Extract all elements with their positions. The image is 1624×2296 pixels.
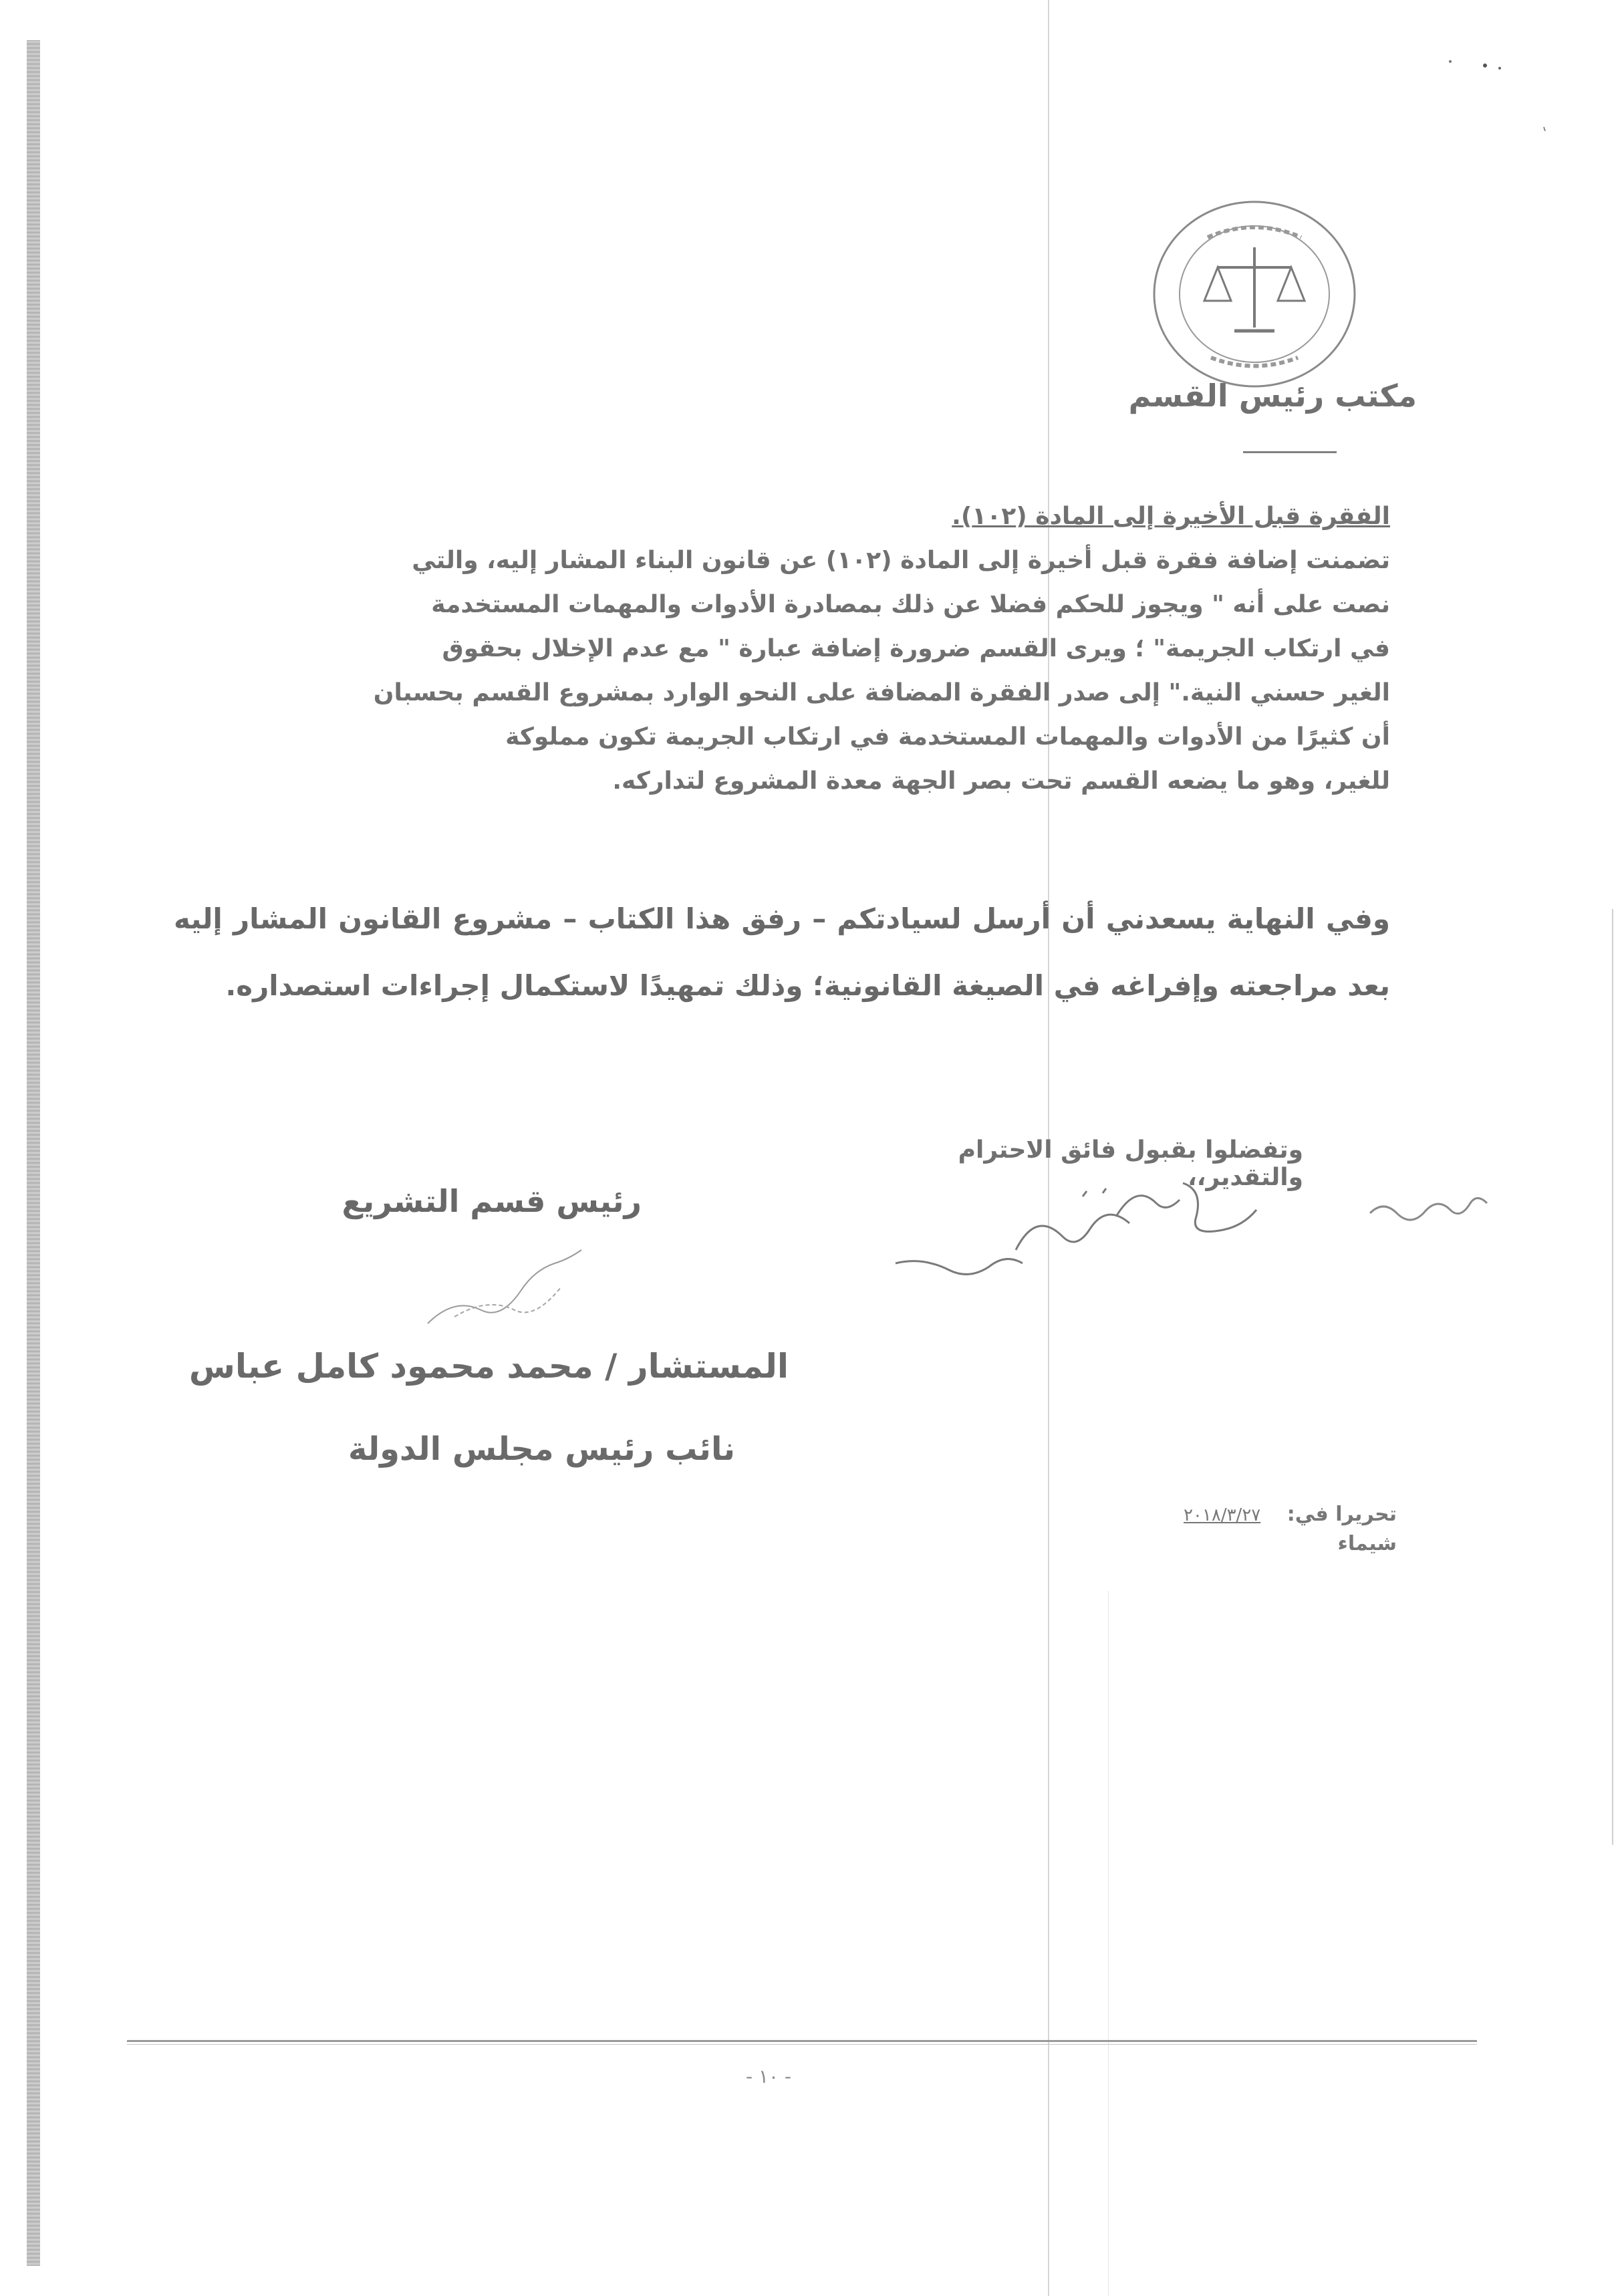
margin-note-scribble: [1363, 1186, 1497, 1227]
scan-fold-line-lower: [1108, 1591, 1109, 2296]
writing-date: ٢٠١٨/٣/٢٧: [1183, 1505, 1261, 1525]
margin-note: [1363, 1186, 1497, 1233]
body-section: [174, 495, 1390, 803]
signatory-title: نائب رئيس مجلس الدولة: [348, 1430, 735, 1468]
writing-date-line: [1149, 1503, 1397, 1526]
page-number: - ١٠ -: [745, 2065, 792, 2087]
body-line-4: الغير حسني النية." إلى صدر الفقرة المضافة على النحو الوارد بمشروع القسم بحسبان: [373, 679, 1390, 707]
salutation: وتفضلوا بقبول فائق الاحترام والتقدير،،: [958, 1136, 1303, 1191]
signatory-name: المستشار / محمد محمود كامل عباس: [188, 1347, 789, 1386]
handwritten-signature: [882, 1156, 1270, 1290]
office-title: مكتب رئيس القسم: [1128, 378, 1417, 414]
initials-signature: [414, 1243, 601, 1337]
body-line-3: في ارتكاب الجريمة" ؛ ويرى القسم ضرورة إضافة عبارة " مع عدم الإخلال بحقوق: [442, 635, 1390, 662]
body-line-6: للغير، وهو ما يضعه القسم تحت بصر الجهة معدة المشروع لتداركه.: [612, 767, 1390, 795]
section-heading: الفقرة قبل الأخيرة إلى المادة (١٠٢).: [952, 503, 1390, 530]
scan-binding-edge: [27, 40, 40, 2266]
writing-label: تحريرا في:: [1287, 1503, 1397, 1526]
footer-rule-thin: [127, 2044, 1477, 2045]
office-title-underline: [1243, 451, 1337, 453]
footer-rule: [127, 2040, 1477, 2042]
court-seal-icon: [1144, 194, 1365, 394]
body-line-5: أن كثيرًا من الأدوات والمهمات المستخدمة في ارتكاب الجريمة تكون مملوكة: [505, 723, 1390, 751]
closing-paragraph: وفي النهاية يسعدني أن أرسل لسيادتكم – رفق هذا الكتاب – مشروع القانون المشار إليه بعد مراجعته وإفراغه في الصيغة القانونية؛ وذلك تمهيدًا لاستكمال إجراءات استصداره.: [174, 902, 1390, 1002]
scan-right-edge: [1612, 909, 1613, 1845]
body-line-2: نصت على أنه " ويجوز للحكم فضلا عن ذلك بمصادرة الأدوات والمهمات المستخدمة: [431, 591, 1390, 618]
body-line-1: تضمنت إضافة فقرة قبل أخيرة إلى المادة (١٠٢) عن قانون البناء المشار إليه، والتي: [412, 547, 1390, 574]
scan-specks: [1444, 53, 1591, 160]
department-head-title: رئيس قسم التشريع: [342, 1183, 642, 1219]
typist-name: شيماء: [1337, 1532, 1397, 1555]
